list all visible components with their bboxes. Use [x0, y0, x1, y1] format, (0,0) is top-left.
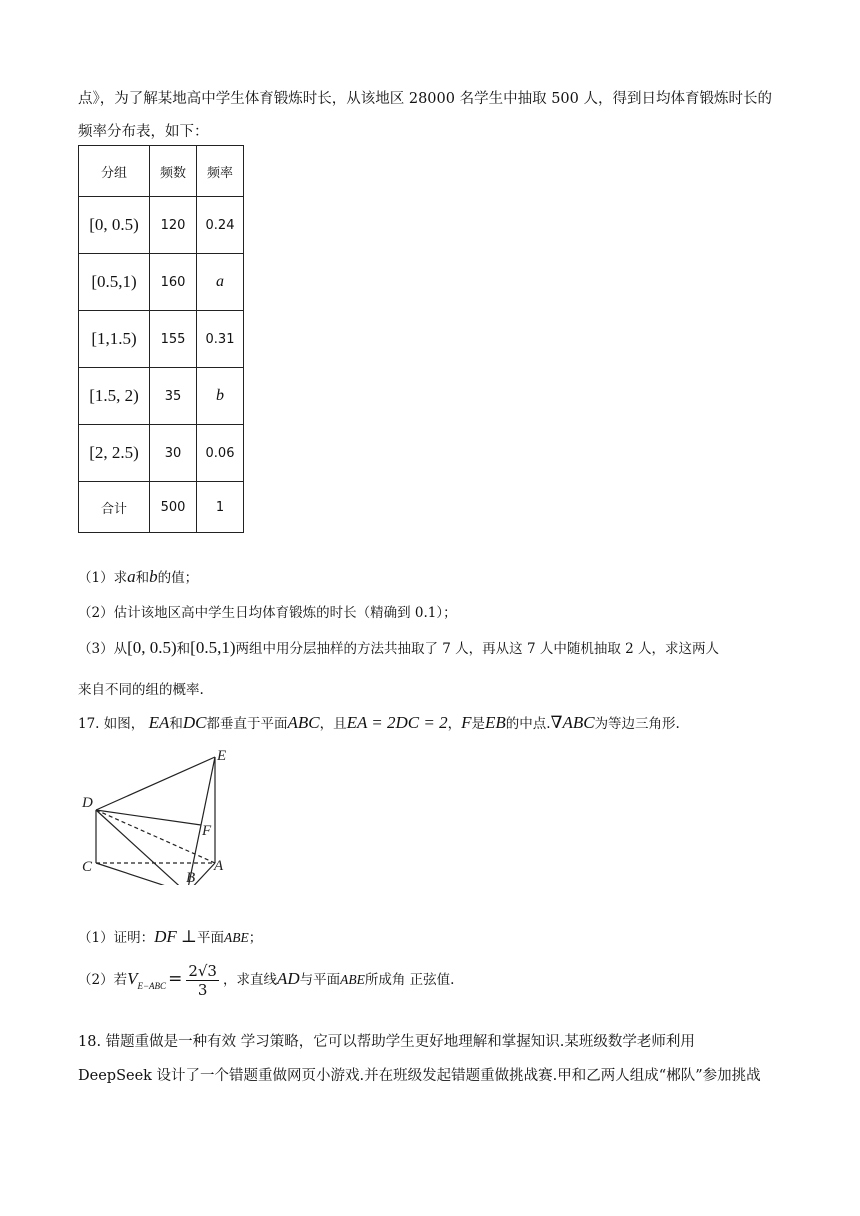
q16-p1-and: 和 [135, 570, 150, 586]
q17-p1-text: 平面 [197, 930, 224, 946]
cell-freq: b [197, 368, 244, 425]
interval-0.5-1: [0.5,1) [190, 638, 236, 657]
table-row [79, 197, 244, 254]
q17-p2-text2: 与平面 [299, 972, 341, 988]
math-V: V [127, 969, 138, 988]
math-AD: AD [276, 969, 300, 988]
q17-text5: 的中点. [505, 716, 551, 732]
q17-p2-prefix: （2）若 [78, 972, 128, 988]
table-total-row [79, 482, 244, 533]
q17-p1-prefix: （1）证明： [78, 930, 155, 946]
cell-group: [1,1.5) [79, 311, 150, 368]
math-triangle-ABC: ∇ABC [550, 713, 595, 732]
q17-p2-text1: ，求直线 [222, 972, 277, 988]
cell-group: [2, 2.5) [79, 425, 150, 482]
q17-and: 和 [169, 716, 183, 732]
cell-freq: a [197, 254, 244, 311]
edge-DE [96, 757, 215, 810]
q18-line1: 18. 错题重做是一种有效 学习策略，它可以帮助学生更好地理解和掌握知识.某班级数学老师利用 [78, 1034, 695, 1050]
var-b: b [149, 567, 158, 586]
frequency-table [78, 145, 244, 533]
table-row [79, 368, 244, 425]
q16-p3-prefix: （3）从 [78, 641, 128, 657]
cell-freq: 1 [197, 482, 244, 533]
cell-count: 160 [150, 254, 197, 311]
q17-text3: ， [447, 716, 462, 732]
math-equation: EA = 2DC = 2 [346, 713, 448, 732]
q17-number: 17. 如图， [78, 716, 145, 732]
cell-group: [0, 0.5) [79, 197, 150, 254]
q17-text6: 为等边三角形. [594, 716, 680, 732]
q18-line2: DeepSeek 设计了一个错题重做网页小游戏.并在班级发起错题重做挑战赛.甲和乙两人组成“郴队”参加挑战 [78, 1068, 761, 1084]
math-ABC: ABC [287, 713, 320, 732]
cell-count: 30 [150, 425, 197, 482]
fraction [186, 962, 219, 999]
q16-part2: （2）估计该地区高中学生日均体育锻炼的时长（精确到 0.1）； [78, 605, 457, 621]
q16-part3-line1 [78, 637, 719, 658]
q16-p3-suffix: 两组中用分层抽样的方法共抽取了 7 人，再从这 7 人中随机抽取 2 人，求这两人 [235, 641, 720, 657]
var-a: a [127, 567, 136, 586]
q17-p2-text3: 所成角 正弦值. [364, 972, 455, 988]
math-EA: EA [148, 713, 170, 732]
table-row [79, 311, 244, 368]
q17-part2 [78, 962, 454, 999]
q17-p1-end: ； [248, 930, 263, 946]
math-equals: = [168, 969, 183, 989]
math-DF-perp: DF ⊥ [154, 927, 197, 946]
q16-part1 [78, 566, 198, 587]
table-row [79, 254, 244, 311]
cell-count: 120 [150, 197, 197, 254]
cell-count: 155 [150, 311, 197, 368]
math-plane-ABE-2: ABE [340, 972, 365, 987]
label-A: A [214, 858, 224, 874]
table-header-row [79, 146, 244, 197]
fraction-numerator: 2√3 [188, 962, 217, 980]
interval-0-0.5: [0, 0.5) [127, 638, 177, 657]
label-D: D [82, 795, 93, 811]
intro-text-line2: 频率分布表，如下： [78, 124, 209, 140]
label-E: E [217, 748, 227, 764]
header-group: 分组 [79, 146, 150, 197]
q16-p1-suffix: 的值； [157, 570, 199, 586]
intro-text-line1: 点》，为了解某地高中学生体育锻炼时长，从该地区 28000 名学生中抽取 500 人，得到日均体育锻炼时长的 [78, 91, 772, 107]
math-plane-ABE: ABE [224, 930, 249, 945]
q17-text4: 是 [471, 716, 485, 732]
q17-text1: 都垂直于平面 [206, 716, 288, 732]
cell-freq: 0.06 [197, 425, 244, 482]
label-F: F [202, 823, 212, 839]
table-row [79, 425, 244, 482]
label-B: B [186, 870, 196, 885]
q17-statement [78, 712, 680, 733]
math-DC: DC [182, 713, 207, 732]
cell-freq: 0.24 [197, 197, 244, 254]
geometry-figure [76, 745, 236, 885]
label-C: C [82, 859, 93, 875]
cell-count: 500 [150, 482, 197, 533]
header-count: 频数 [150, 146, 197, 197]
cell-group: [1.5, 2) [79, 368, 150, 425]
cell-group: 合计 [79, 482, 150, 533]
edge-CB [96, 863, 187, 885]
cell-count: 35 [150, 368, 197, 425]
math-EB: EB [485, 713, 506, 732]
cell-group: [0.5,1) [79, 254, 150, 311]
q17-text2: ，且 [319, 716, 347, 732]
q16-part3-line2: 来自不同的组的概率. [78, 682, 204, 698]
header-freq: 频率 [197, 146, 244, 197]
math-subscript: E−ABC [137, 981, 167, 991]
q17-part1 [78, 926, 262, 947]
math-F: F [461, 713, 472, 732]
q16-p1-prefix: （1）求 [78, 570, 128, 586]
edge-EB [187, 757, 215, 885]
fraction-denominator: 3 [197, 981, 208, 999]
cell-freq: 0.31 [197, 311, 244, 368]
q16-p3-and: 和 [176, 641, 191, 657]
